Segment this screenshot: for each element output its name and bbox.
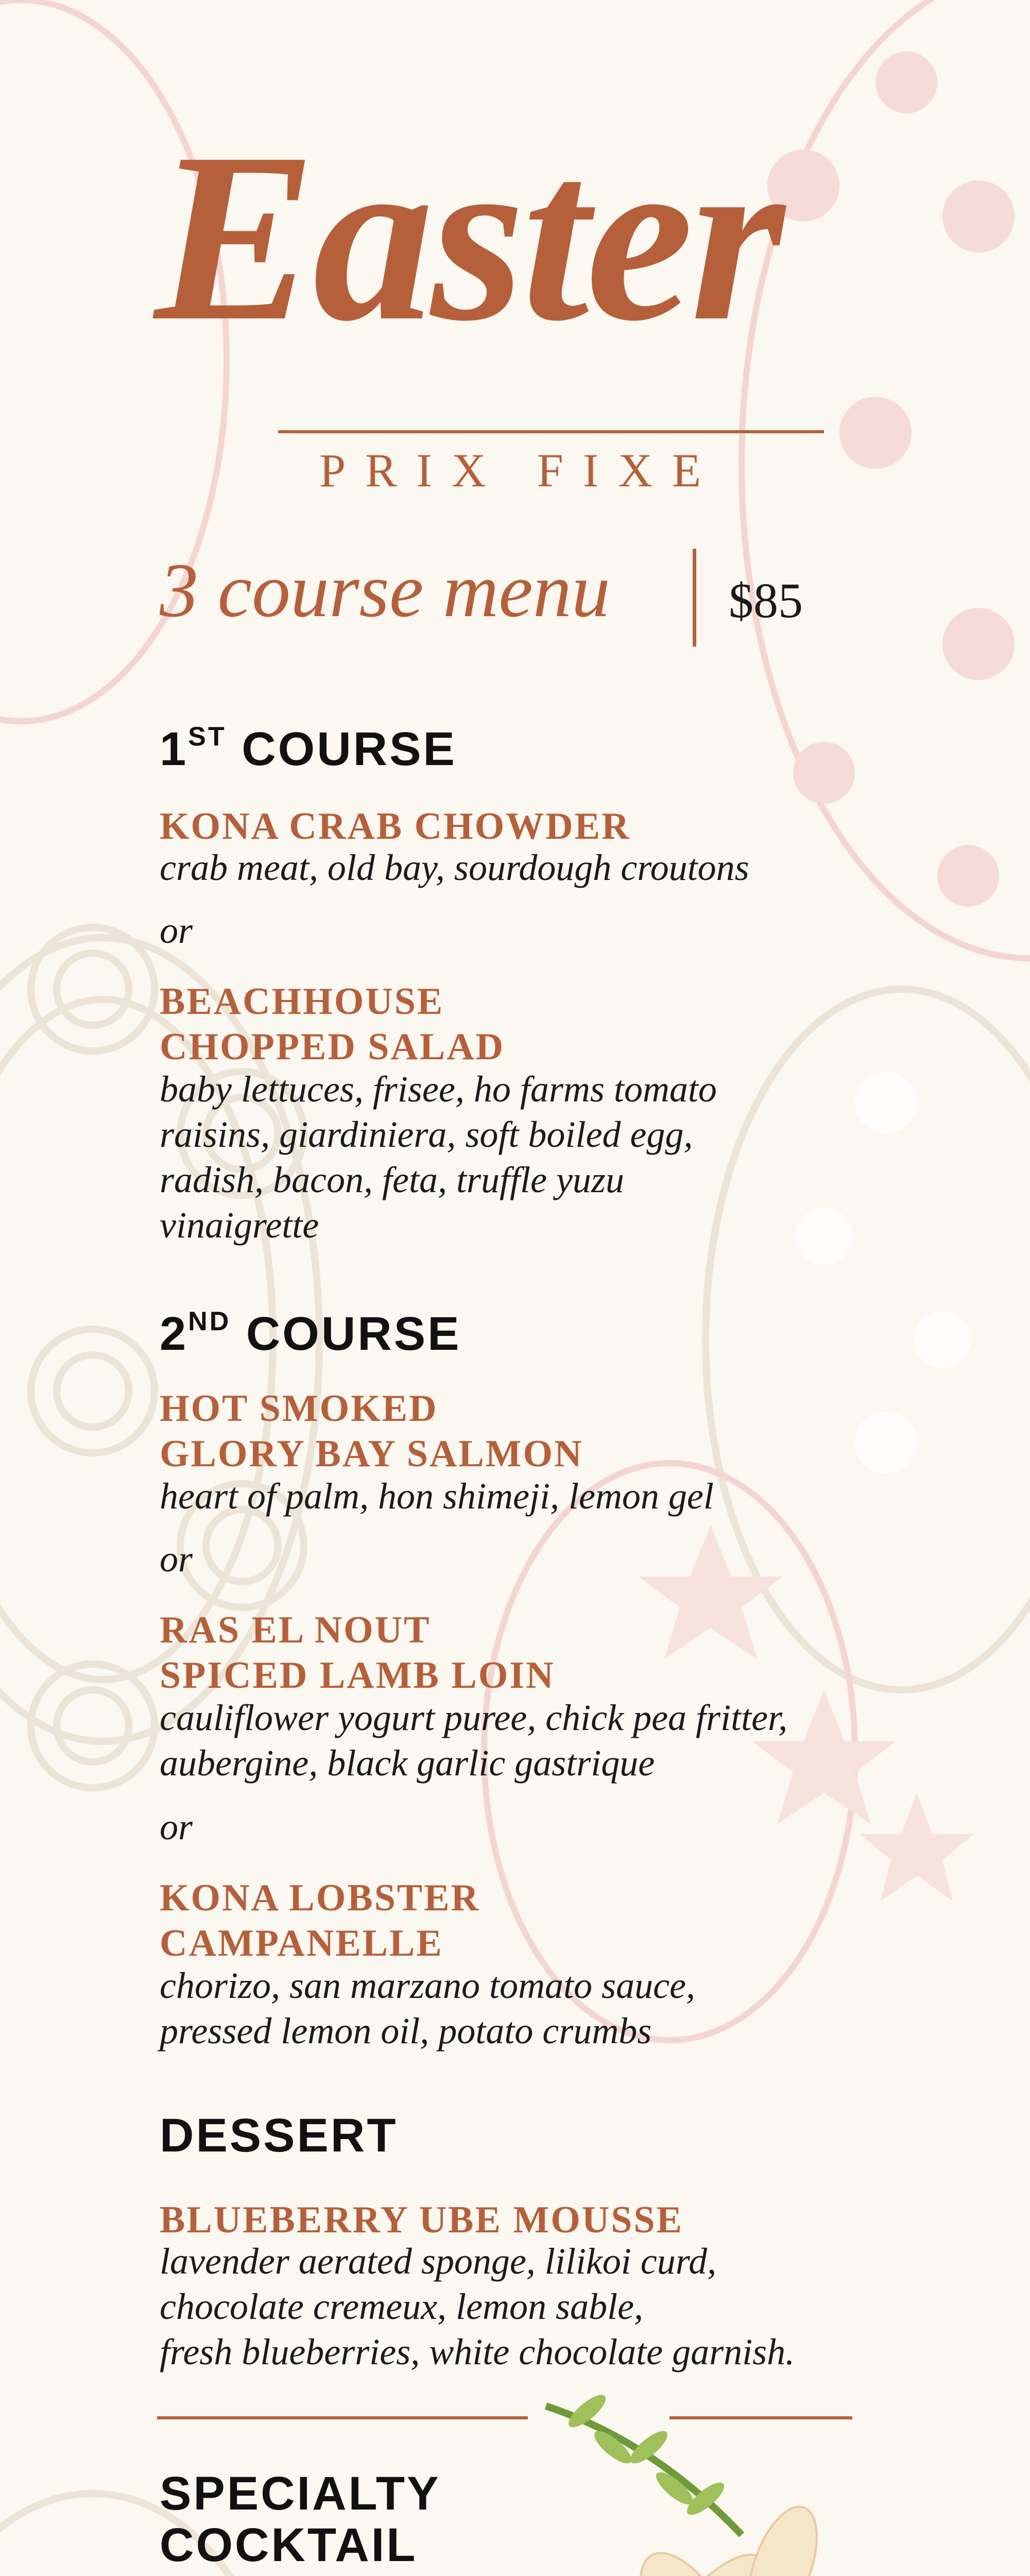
dish-name: RAS EL NOUT SPICED LAMB LOIN [160,1609,555,1697]
dish-description: heart of palm, hon shimeji, lemon gel [160,1476,714,1517]
menu-title [154,88,850,459]
dish-description: baby lettuces, frisee, ho farms tomato raisins, giardiniera, soft boiled egg, radish, bacon, feta, truffle yuzu vinaigrette [160,1069,717,1246]
section-divider-left [157,2416,528,2419]
dish-name: KONA CRAB CHOWDER [160,805,631,848]
first-course-heading: 1ST COURSE [160,722,457,775]
dish-description: cauliflower yogurt puree, chick pea fritter, aubergine, black garlic gastrique [160,1697,788,1784]
dish-name: KONA LOBSTER CAMPANELLE [160,1877,480,1964]
prix-fixe-label: PRIX FIXE [319,444,721,497]
title-underline [278,430,824,433]
dessert-heading: DESSERT [160,2109,398,2162]
dish-description: chorizo, san marzano tomato sauce, pressed lemon oil, potato crumbs [160,1965,695,2052]
dish-name: BEACHHOUSE CHOPPED SALAD [160,980,505,1068]
or-separator: or [160,1538,193,1580]
cocktail-heading: SPECIALTY COCKTAIL [160,2467,441,2571]
course-count: 3 course menu [160,548,610,633]
dessert-description: lavender aerated sponge, lilikoi curd, chocolate cremeux, lemon sable, fresh blueberries, white chocolate garnish. [160,2241,795,2372]
price-divider [693,549,696,647]
or-separator: or [160,1806,193,1848]
easter-floral-illustration [525,2380,1030,2576]
dish-name: HOT SMOKED GLORY BAY SALMON [160,1387,583,1475]
or-separator: or [160,910,193,951]
dessert-name: BLUEBERRY UBE MOUSSE [160,2199,683,2241]
second-course-heading: 2ND COURSE [160,1307,461,1360]
dish-description: crab meat, old bay, sourdough croutons [160,847,749,888]
menu-price: $85 [729,573,803,628]
title-text: Easter [154,103,782,371]
